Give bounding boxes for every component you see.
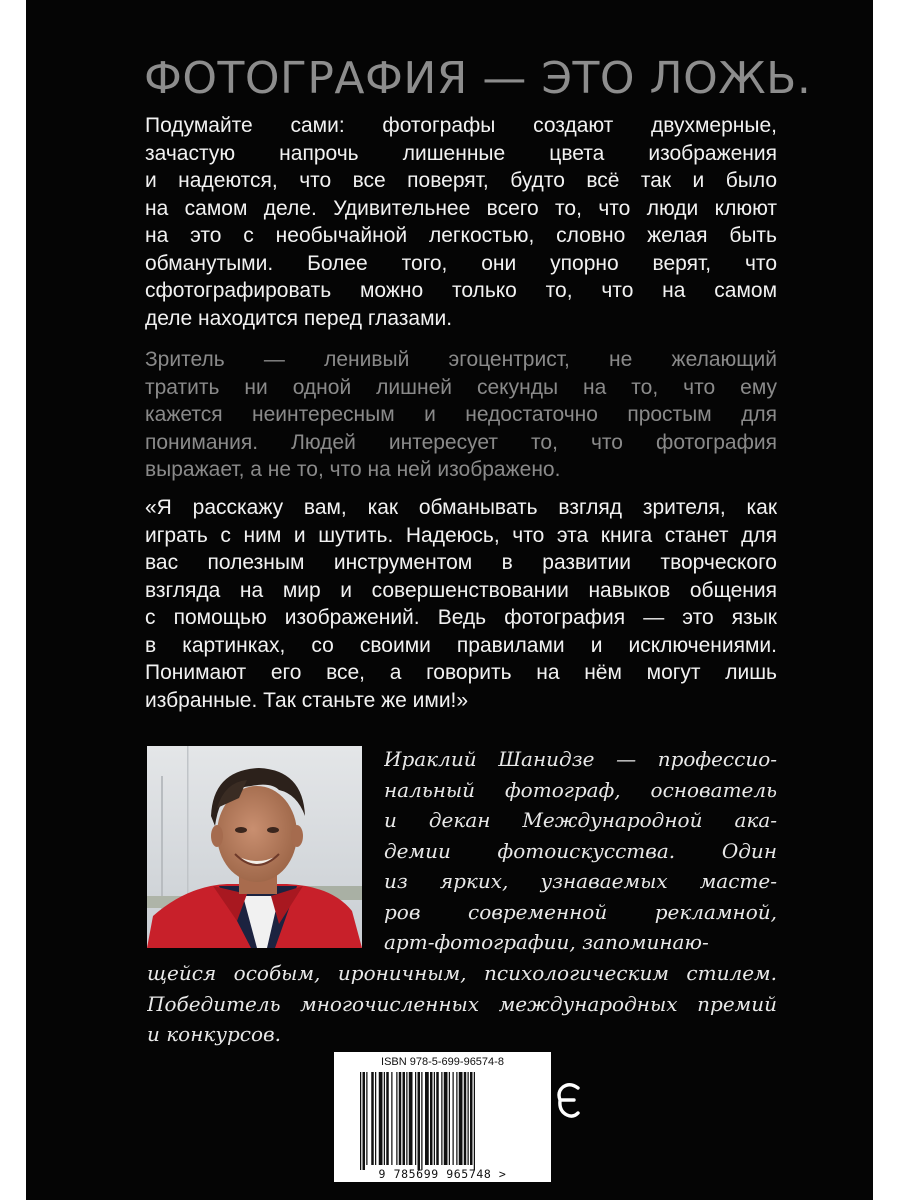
barcode-bar xyxy=(425,1072,429,1165)
barcode-bar xyxy=(371,1072,374,1165)
text-line: избранные. Так станьте же ими!» xyxy=(145,688,469,712)
text-line: Понимают его все, а говорить на нём могут лишь xyxy=(145,661,777,684)
text-line: играть с ним и шутить. Надеюсь, что эта книга станет для xyxy=(145,523,777,547)
barcode-bar xyxy=(366,1072,367,1165)
text-line: зачастую напрочь лишенные цвета изображения xyxy=(145,141,777,165)
barcode-bar xyxy=(384,1072,385,1165)
text-line: нальный фотограф, основатель xyxy=(384,777,777,802)
barcode-bar xyxy=(464,1072,467,1165)
barcode-bar xyxy=(363,1072,366,1170)
text-line: Зритель — ленивый эгоцентрист, не желающий xyxy=(145,348,777,371)
bio-beside-photo xyxy=(384,744,777,958)
text-line: и надеются, что все поверят, будто всё так и было xyxy=(145,169,777,192)
text-line: и декан Международной ака- xyxy=(384,808,777,832)
bio-lines-full xyxy=(147,958,777,1050)
quote-lines xyxy=(145,494,777,714)
text-line: деле находится перед глазами. xyxy=(145,306,453,330)
text-line: обманутыми. Более того, они упорно верят, что xyxy=(145,251,777,275)
bio-lines-right xyxy=(384,744,777,958)
text-line: понимания. Людей интересует то, что фотография xyxy=(145,430,777,454)
intro-lines xyxy=(145,112,777,332)
text-line: сфотографировать можно только то, что на самом xyxy=(145,279,777,302)
barcode-label xyxy=(334,1052,551,1182)
barcode-bar xyxy=(379,1072,383,1165)
text-line: с помощью изображений. Ведь фотография — это язык xyxy=(145,606,777,629)
viewer-lines xyxy=(145,346,777,484)
barcode-bar xyxy=(360,1072,361,1170)
text-line: щейся особым, ироничным, психологическим стилем. xyxy=(147,961,777,985)
barcode-bar xyxy=(456,1072,457,1165)
text-line: ров современной рекламной, xyxy=(384,899,777,924)
author-quote xyxy=(145,494,777,714)
text-line: кажется неинтересным и недостаточно простым для xyxy=(145,403,777,426)
book-back-cover xyxy=(26,0,873,1200)
text-line: на самом деле. Удивительнее всего то, что люди клюют xyxy=(145,196,777,220)
eksmo-e-logo-icon xyxy=(556,1080,584,1122)
isbn-text: ISBN 978-5-699-96574-8 xyxy=(381,1056,504,1068)
barcode-bar xyxy=(441,1072,442,1165)
barcode-bar xyxy=(449,1072,450,1165)
barcode-bars xyxy=(334,1052,551,1182)
barcode-bar xyxy=(399,1072,402,1165)
text-line: Подумайте сами: фотографы создают двухмерные, xyxy=(145,114,777,137)
barcode-bar xyxy=(470,1072,473,1165)
text-line: и конкурсов. xyxy=(147,1022,281,1046)
text-line: выражает, а не то, что на ней изображено. xyxy=(145,458,561,481)
bio-full-width xyxy=(147,958,777,1050)
barcode-bar xyxy=(459,1072,463,1165)
intro-paragraph xyxy=(145,112,777,332)
barcode-bar xyxy=(453,1072,454,1165)
text-line: демии фотоискусства. Один xyxy=(384,838,777,863)
barcode-bar xyxy=(434,1072,435,1165)
text-line: на это с необычайной легкостью, словно желая быть xyxy=(145,224,777,247)
text-line: «Я расскажу вам, как обманывать взгляд зрителя, как xyxy=(145,496,777,519)
text-line: из ярких, узнаваемых масте- xyxy=(384,869,777,893)
text-line: тратить ни одной лишней секунды на то, что ему xyxy=(145,375,777,399)
barcode-bar xyxy=(375,1072,376,1165)
author-bio xyxy=(26,744,873,1064)
text-line: Ираклий Шанидзе — профессио- xyxy=(384,747,777,771)
barcode-bar xyxy=(386,1072,389,1165)
text-line: Победитель многочисленных международных премий xyxy=(147,991,777,1016)
text-line: вас полезным инструментом в развитии творческого xyxy=(145,551,777,574)
barcode-number: 9 785699 965748 > xyxy=(378,1167,507,1181)
text-line: арт-фотографии, запоминаю- xyxy=(384,930,709,954)
barcode-bar xyxy=(406,1072,407,1165)
barcode-bar xyxy=(468,1072,469,1165)
cover-headline: ФОТОГРАФИЯ — ЭТО ЛОЖЬ. xyxy=(144,53,812,104)
barcode-bar xyxy=(444,1072,448,1165)
barcode-bar xyxy=(403,1072,406,1165)
barcode-bar xyxy=(415,1072,416,1165)
viewer-paragraph xyxy=(145,346,777,484)
barcode-bar xyxy=(391,1072,392,1165)
barcode-bar xyxy=(430,1072,433,1165)
barcode-bar xyxy=(409,1072,413,1165)
barcode-bar xyxy=(474,1072,475,1170)
barcode-bar xyxy=(436,1072,439,1165)
barcode-bar xyxy=(418,1072,421,1170)
text-line: взгляда на мир и совершенствовании навыков общения xyxy=(145,578,777,602)
text-line: в картинках, со своими правилами и исключениями. xyxy=(145,633,777,657)
barcode-bar xyxy=(421,1072,422,1170)
barcode-bar xyxy=(396,1072,397,1165)
